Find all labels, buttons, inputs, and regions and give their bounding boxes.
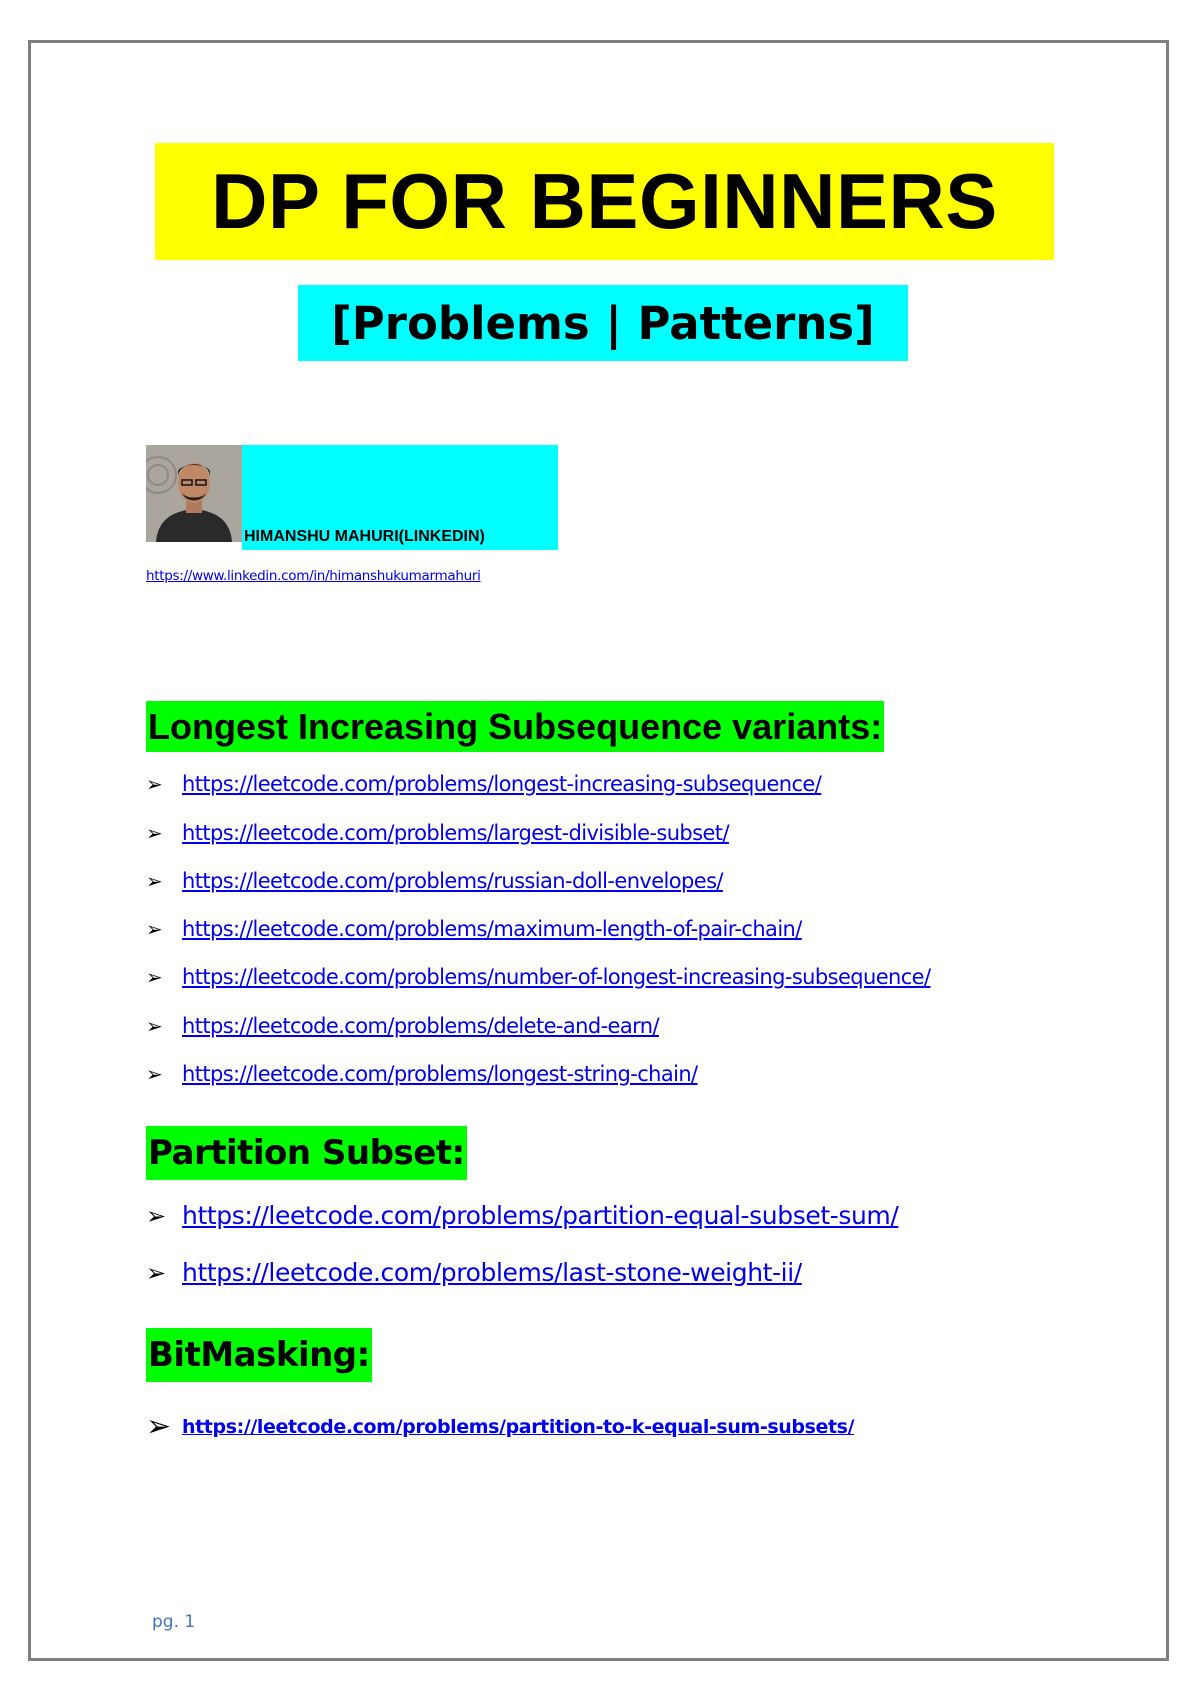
- list-item: [146, 1201, 898, 1230]
- arrow-bullet-icon: ➢: [146, 1258, 167, 1287]
- list-item: [146, 772, 821, 796]
- problem-link[interactable]: https://leetcode.com/problems/partition-to-k-equal-sum-subsets/: [182, 1415, 855, 1438]
- author-photo: [146, 445, 242, 542]
- subtitle-highlight: [298, 285, 908, 361]
- arrow-bullet-icon: ➢: [146, 1201, 167, 1230]
- section-heading-bitmasking: BitMasking:: [146, 1328, 372, 1382]
- list-item: [146, 965, 930, 989]
- section-heading-partition: Partition Subset:: [146, 1126, 467, 1180]
- problem-link[interactable]: https://leetcode.com/problems/russian-doll-envelopes/: [182, 869, 723, 893]
- problem-link[interactable]: https://leetcode.com/problems/delete-and-earn/: [182, 1014, 659, 1038]
- arrow-bullet-icon: ➢: [146, 1062, 163, 1086]
- list-item: [146, 1258, 802, 1287]
- arrow-bullet-icon: ➢: [146, 1014, 163, 1038]
- arrow-bullet-icon: ➢: [146, 869, 163, 893]
- problem-link[interactable]: https://leetcode.com/problems/longest-string-chain/: [182, 1062, 698, 1086]
- problem-link[interactable]: https://leetcode.com/problems/largest-divisible-subset/: [182, 821, 729, 845]
- arrow-bullet-icon: ➢: [146, 772, 163, 796]
- section-heading-lis: Longest Increasing Subsequence variants:: [146, 701, 884, 752]
- person-photo-icon: [146, 445, 242, 542]
- author-name: HIMANSHU MAHURI(LINKEDIN): [244, 528, 485, 545]
- problem-link[interactable]: https://leetcode.com/problems/maximum-length-of-pair-chain/: [182, 917, 802, 941]
- problem-link[interactable]: https://leetcode.com/problems/last-stone-weight-ii/: [182, 1258, 802, 1287]
- arrow-bullet-icon: ➢: [146, 917, 163, 941]
- arrow-bullet-icon: ➢: [146, 821, 163, 845]
- list-item: [146, 869, 723, 893]
- document-subtitle: [Problems | Patterns]: [331, 296, 875, 350]
- document-title: DP FOR BEGINNERS: [211, 157, 998, 245]
- list-item: [146, 1062, 698, 1086]
- page-number: pg. 1: [152, 1612, 196, 1632]
- problem-link[interactable]: https://leetcode.com/problems/longest-increasing-subsequence/: [182, 772, 822, 796]
- title-highlight: [155, 143, 1054, 260]
- problem-link[interactable]: https://leetcode.com/problems/number-of-longest-increasing-subsequence/: [182, 965, 931, 989]
- arrow-bullet-icon: ➢: [146, 965, 163, 989]
- linkedin-profile-link[interactable]: https://www.linkedin.com/in/himanshukumarmahuri: [146, 568, 481, 584]
- list-item: [146, 1409, 854, 1444]
- problem-link[interactable]: https://leetcode.com/problems/partition-equal-subset-sum/: [182, 1201, 899, 1230]
- arrow-bullet-icon: ➢: [146, 1409, 172, 1444]
- list-item: [146, 821, 729, 845]
- list-item: [146, 1014, 659, 1038]
- list-item: [146, 917, 802, 941]
